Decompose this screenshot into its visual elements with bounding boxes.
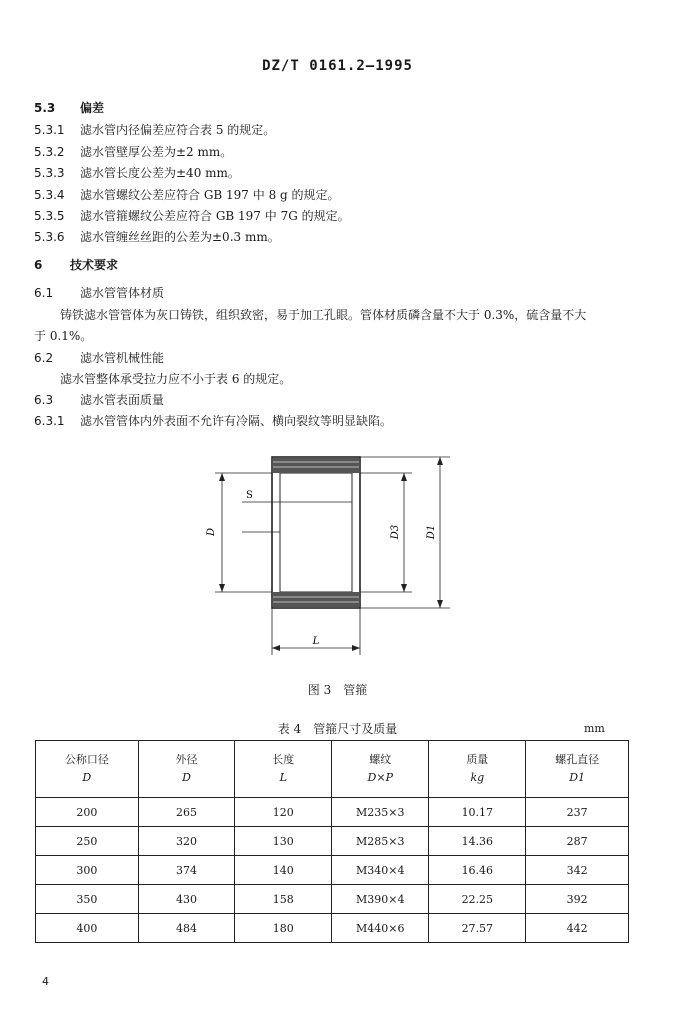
table-cell: 350 (36, 885, 139, 914)
clause-text: 滤水管壁厚公差为±2 mm。 (80, 145, 233, 159)
table-row (36, 856, 629, 885)
clause-text: 滤水管管体内外表面不允许有冷隔、横向裂纹等明显缺陷。 (80, 414, 393, 428)
table-cell: 130 (235, 827, 332, 856)
clause-number: 5.3.6 (34, 230, 65, 244)
header-symbol: kg (470, 771, 485, 784)
clause-text: 铸铁滤水管管体为灰口铸铁，组织致密，易于加工孔眼。管体材质磷含量不大于 0.3%，硫含量不大 (60, 308, 587, 322)
table-header-cell (429, 741, 526, 798)
clause-number: 6.2 (34, 351, 54, 365)
table-cell: 158 (235, 885, 332, 914)
table-header-cell (138, 741, 235, 798)
table-cell: M340×4 (332, 856, 429, 885)
table-cell: M390×4 (332, 885, 429, 914)
clause-text: 滤水管缠丝丝距的公差为±0.3 mm。 (80, 230, 280, 244)
table-cell: 287 (526, 827, 629, 856)
clause-number: 6 (34, 258, 43, 272)
text-line (34, 412, 392, 429)
table-cell: 180 (235, 914, 332, 943)
thread-band-top (273, 458, 359, 473)
document-code: DZ/T 0161.2—1995 (262, 58, 413, 74)
thread-band-bottom (273, 592, 359, 607)
clause-text: 滤水管内径偏差应符合表 5 的规定。 (80, 123, 276, 137)
text-line (34, 207, 350, 224)
table-header-cell (526, 741, 629, 798)
clause-number: 6.3 (34, 393, 54, 407)
table-cell: 237 (526, 798, 629, 827)
text-line (34, 164, 240, 181)
table-title: 表 4 管箍尺寸及质量 (277, 722, 398, 736)
text-line (60, 306, 586, 323)
page-number: 4 (42, 975, 49, 988)
table-unit: mm (584, 722, 605, 735)
label-s: S (246, 490, 253, 501)
clause-text: 滤水管机械性能 (80, 351, 165, 365)
clause-text: 滤水管整体承受拉力应不小于表 6 的规定。 (60, 372, 292, 386)
table-cell: 16.46 (429, 856, 526, 885)
table-cell: 320 (138, 827, 235, 856)
table-cell: 442 (526, 914, 629, 943)
text-line (60, 370, 291, 387)
table-cell: 140 (235, 856, 332, 885)
clause-text: 滤水管螺纹公差应符合 GB 197 中 8 g 的规定。 (80, 188, 340, 202)
coupling-table (35, 740, 629, 943)
clause-text: 滤水管表面质量 (80, 393, 165, 407)
header-name: 螺纹 (369, 753, 392, 766)
header-name: 公称口径 (64, 753, 109, 766)
table-row (36, 798, 629, 827)
table-cell: 374 (138, 856, 235, 885)
table-cell: 300 (36, 856, 139, 885)
header-name: 螺孔直径 (555, 753, 600, 766)
header-symbol: D×P (367, 771, 393, 784)
table-row (36, 827, 629, 856)
clause-number: 6.1 (34, 286, 54, 300)
table-header-row (36, 741, 629, 798)
table-cell: 392 (526, 885, 629, 914)
text-line (34, 349, 164, 366)
text-line (34, 186, 340, 203)
label-d3: D3 (390, 524, 401, 540)
clause-number: 5.3.4 (34, 188, 65, 202)
table-header-cell (235, 741, 332, 798)
label-d: D (206, 527, 217, 537)
table-cell: 10.17 (429, 798, 526, 827)
table-row (36, 914, 629, 943)
clause-text: 滤水管管体材质 (80, 286, 165, 300)
clause-number: 6.3.1 (34, 414, 65, 428)
header-symbol: L (279, 771, 287, 784)
header-name: 长度 (272, 753, 295, 766)
table-cell: 120 (235, 798, 332, 827)
table-cell: 265 (138, 798, 235, 827)
header-name: 质量 (466, 753, 489, 766)
clause-text: 偏差 (80, 101, 105, 115)
text-line (34, 228, 280, 245)
text-line (34, 391, 164, 408)
clause-text: 滤水管长度公差为±40 mm。 (80, 166, 240, 180)
text-line (34, 284, 164, 301)
clause-text: 技术要求 (70, 258, 119, 272)
table-body (36, 798, 629, 943)
header-name: 外径 (175, 753, 198, 766)
table-cell: 250 (36, 827, 139, 856)
coupling-figure (200, 440, 480, 665)
table-cell: 484 (138, 914, 235, 943)
header-symbol: D (182, 771, 191, 784)
table-cell: 342 (526, 856, 629, 885)
label-d1: D1 (426, 524, 437, 540)
table-cell: 22.25 (429, 885, 526, 914)
text-line (34, 99, 104, 116)
text-line (34, 143, 232, 160)
clause-text: 于 0.1%。 (34, 329, 93, 343)
table-cell: M285×3 (332, 827, 429, 856)
header-symbol: D (82, 771, 92, 784)
table-cell: 400 (36, 914, 139, 943)
table-cell: 200 (36, 798, 139, 827)
table-header-cell (36, 741, 139, 798)
table-cell: 27.57 (429, 914, 526, 943)
table-cell: 14.36 (429, 827, 526, 856)
text-line (34, 327, 92, 344)
clause-text: 滤水管箍螺纹公差应符合 GB 197 中 7G 的规定。 (80, 209, 350, 223)
label-l: L (312, 636, 320, 647)
text-line (34, 256, 118, 273)
table-header-cell (332, 741, 429, 798)
coupling-outline (272, 457, 360, 608)
table-cell: M235×3 (332, 798, 429, 827)
clause-number: 5.3.2 (34, 145, 65, 159)
clause-number: 5.3.3 (34, 166, 65, 180)
table-cell: 430 (138, 885, 235, 914)
text-line (34, 121, 275, 138)
clause-number: 5.3.1 (34, 123, 65, 137)
figure-caption: 图 3 管箍 (307, 683, 368, 697)
header-symbol: D1 (569, 771, 586, 784)
table-cell: M440×6 (332, 914, 429, 943)
table-row (36, 885, 629, 914)
clause-number: 5.3 (34, 101, 56, 115)
clause-number: 5.3.5 (34, 209, 65, 223)
